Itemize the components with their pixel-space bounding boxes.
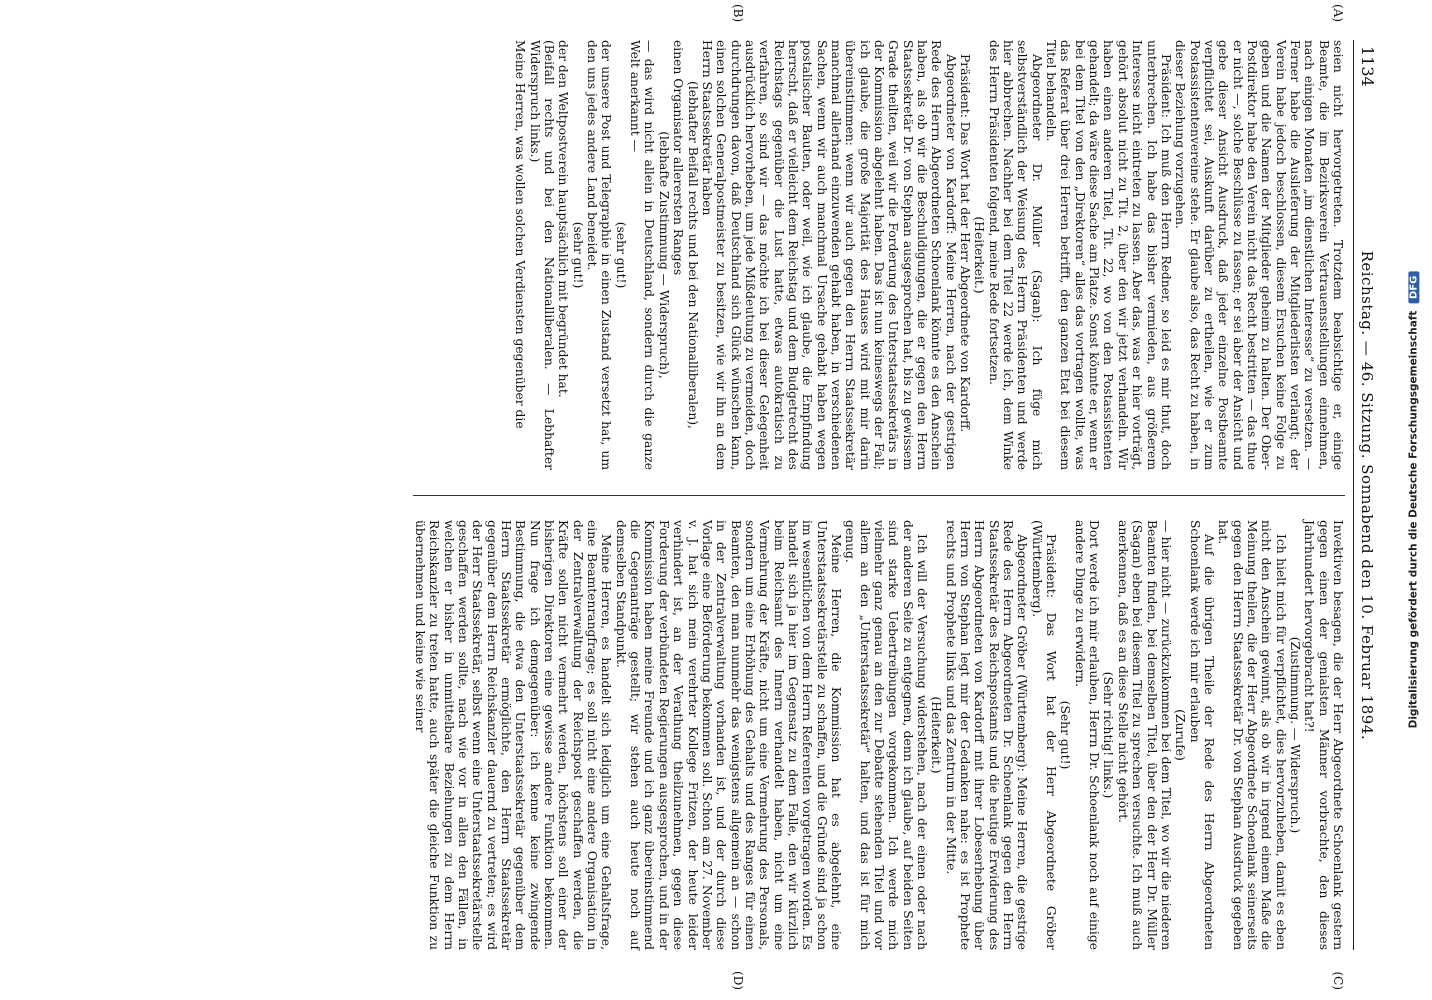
- page-header: [1353, 40, 1377, 950]
- paragraph: Meine Herren, was wollen solchen Verdiensten gegenüber die: [513, 40, 528, 429]
- interjection: (Zustimmung. — Widerspruch.): [1287, 636, 1302, 834]
- running-title: Reichstag. — 46. Sitzung. Sonnabend den 10. Februar 1894.: [1358, 250, 1376, 741]
- page-number: 1134: [1358, 46, 1377, 87]
- paragraph: Ich will der Versuchung widerstehen, nach der einen oder nach der anderen Seite zu entgegnen, denn ich glaube, auf beiden Seiten sind starke Uebertreibungen vorgekommen. Ich werde mich vielmehr ganz genau an den zur Debatte stehenden Titel und vor allem an den „Unterstaatssekretär“ halten, und das ist für mich genug.: [843, 520, 930, 950]
- paragraph: seien nicht hervorgetreten. Trotzdem beabsichtige er, einige Beamte, die im Bezirksverein Vertrauensstellungen einnehmen, nach einigen Monaten „im dienstlichen Interesse“ zu versetzen. — Ferner habe die Auslieferung der Mitgliederlisten verlangt; der Verein habe jedoch beschlossen, diesem Ersuchen keine Folge zu geben und die Namen der Mitglieder geheim zu halten. Der Ober-Postdirektor habe den Verein nicht das Recht bestritten — das thue er nicht —, solche Beschlüsse zu fassen; er sei aber der Ansicht und gebe dieser Ansicht Ausdruck, daß jeder einzelne Postbeamte verpflichtet sei, Auskunft darüber zu ertheilen, wie er zum Postassistentenvereine stehe. Er glaube also, das Recht zu haben, in dieser Beziehung vorzugehen.: [1173, 40, 1345, 470]
- paragraph: — hier nicht — zurückzukommen bei dem Titel, wo wir die niederen Beamten finden, bei demselben Titel, über den der Herr Dr. Müller (Sagan) eben bei diesem Titel zu sprechen versuchte. Ich muß auch anerkennen, daß es an diese Stelle nicht gehört.: [1115, 520, 1173, 950]
- paragraph: Präsident: Das Wort hat der Herr Abgeordnete Gröber (Württemberg).: [1029, 520, 1059, 950]
- digitization-credit: [1398, 6, 1428, 994]
- text-columns: [413, 4, 1345, 990]
- document-page: [55, 0, 1395, 1000]
- interjection: (sehr gut!): [613, 221, 628, 289]
- paragraph: Meine Herren, die Kommission hat es abgelehnt, eine Unterstaatssekretärstelle zu schaffen, und die Gründe sind ja schon im wesentlichen von dem Herrn Referenten vorgetragen worden. Es handelt sich ja hier im Gegensatz zu dem Falle, den wir kürzlich beim Reichsamt des Innern verhandelt haben, nicht um eine Vermehrung der Kräfte, nicht um eine Vermehrung des Personals, sondern um eine Erhöhung des Gehalts und des Ranges für einen Beamten, den man nunmehr das wenigstens allgemein an — schon in der Zentralverwaltung vorhanden ist, und der durch diese Vorlage eine Beförderung bekommen soll. Schon am 27. November v. J. hat sich mein verehrter Kollege Fritzen, der heute leider verhindert ist, an der Verathung theilzunehmen, gegen diese Forderung der verbündeten Regierungen ausgesprochen, und in der Kommission haben meine Freunde und ich ganz übereinstimmend die Gegenanträge gestellt; wir stehen auch heute noch auf demselben Standpunkt.: [613, 520, 843, 950]
- right-column: [413, 520, 1345, 950]
- interjection: (Heiterkeit.): [929, 696, 944, 774]
- interjection: (Beifall rechts und bei den Nationalliberalen. — Lebhafter Widerspruch links.): [527, 40, 557, 470]
- interjection: (sehr gut!): [570, 221, 585, 289]
- paragraph: Auf die übrigen Theile der Rede des Herrn Abgeordneten Schoenlank werde ich mir erlauben: [1187, 520, 1216, 950]
- margin-mark-d: (D): [731, 971, 745, 990]
- paragraph: Ich hielt mich für verpflichtet, dies hervorzuheben, damit es eben nicht den Anschein gewinnt, als ob wir in irgend einem Maße die Meinung theilen, die der Herr Abgeordnete Schoenlank seinerseits gegen den Herrn Staatssekretär Dr. von Stephan Ausdruck gegeben hat.: [1216, 520, 1288, 950]
- paragraph: Dort werde ich mir erlauben, Herrn Dr. Schoenlank noch auf einige andere Dinge zu erwidern.: [1072, 520, 1102, 950]
- margin-mark-a: (A): [1331, 4, 1345, 23]
- interjection: (Heiterkeit.): [972, 216, 987, 294]
- left-column: [413, 40, 1345, 470]
- interjection: (Sehr richtig! links.): [1101, 671, 1116, 799]
- margin-mark-c: (C): [1331, 971, 1345, 990]
- paragraph: Abgeordneter Gröber (Württemberg): Meine Herren, die gestrige Rede des Herrn Abgeordneten Dr. Schoenlank gegen den Herrn Staatssekretär des Reichspostamts und die heutige Erwiderung des Herrn Abgeordneten von Kardorff mit ihrer Lobeserhebung über Herrn von Stephan legt mir der Gedanken nahe: es ist Prophete rechts und Prophete links und das Zentrum in der Mitte.: [943, 520, 1030, 950]
- interjection: (lebhafte Zustimmung — Widerspruch),: [656, 131, 671, 379]
- paragraph: Abgeordneter Dr. Müller (Sagan): Ich füge mich selbstverständlich der Weisung des Herrn Präsidenten und werde hier abbrechen. Nachher bei dem Titel 22 werde ich, dem Winke des Herrn Präsidenten folgend, meine Rede fortsetzen.: [986, 40, 1044, 470]
- paragraph: Invektiven besagen, die der Herr Abgeordnete Schoenlank gestern gegen einen der genialsten Männer vorbrachte, den dieses Jahrhundert hervorgebracht hat?!: [1302, 520, 1345, 950]
- paragraph: Abgeordneter von Kardorff: Meine Herren, nach der gestrigen Rede des Herrn Abgeordneten Schoenlank könnte es den Anschein haben, als ob wir die Beschuldigungen, die er gegen den Herrn Staatssekretär Dr. von Stephan ausgesprochen hat, bis zu gewissem Grade theilten, weil wir die Forderung des Unterstaatssekretärs in der Kommission abgelehnt haben. Das ist nun keineswegs der Fall; ich glaube, die große Majorität des Hauses wird mit mir darin übereinstimmen: wenn wir auch gegen den Herrn Staatssekretär manchmal allerhand einzuwenden gehabt haben, in verschiedenen Sachen, wenn wir auch manchmal Ursache gehabt haben wegen postalischer Bauten, oder weil, wie ich glaube, die Empfindung herrscht, daß er vielleicht dem Reichstag und dem Budgetrecht des Reichstags gegenüber die Lust hatte, etwas autokratisch zu verfahren, so sind wir — das möchte ich bei dieser Gelegenheit ausdrücklich hervorheben, um jede Mißdeutung zu vermeiden, doch durchdrungen davon, daß Deutschland sich Glück wünschen kann, einen solchen Generalpostmeister zu besitzen, wie wir ihn an dem Herrn Staatssekretär haben: [699, 40, 958, 470]
- dfg-logo: DFG: [1408, 272, 1419, 303]
- interjection: (lebhafter Beifall rechts und bei den Nationalliberalen),: [685, 81, 700, 429]
- paragraph: der unsere Post und Telegraphie in einen Zustand versetzt hat, um den uns jedes andere Land beneidet.: [585, 40, 614, 470]
- paragraph: Präsident: Das Wort hat der Herr Abgeordnete von Kardorff.: [958, 54, 973, 433]
- interjection: (Sehr gut!): [1058, 700, 1073, 770]
- paragraph: einen Organisator allerersten Ranges: [671, 40, 686, 276]
- margin-mark-b: (B): [731, 4, 745, 23]
- credit-text: Digitalisierung gefördert durch die Deutsche Forschungsgemeinschaft: [1407, 310, 1420, 729]
- paragraph: der den Weltpostverein hauptsächlich mit begründet hat.: [556, 40, 571, 398]
- column-divider: [413, 495, 1345, 496]
- paragraph: — das wird nicht allein in Deutschland, sondern durch die ganze Welt anerkannt —: [628, 40, 657, 470]
- paragraph: Meine Herren, es handelt sich lediglich um eine Gehaltsfrage, eine Beamtenrangfrage; es soll nicht eine andere Organisation in der Zentralverwaltung der Reichspost geschaffen werden, die Kräfte sollen nicht vermehrt werden, höchstens soll einer der bisherigen Direktoren eine gewisse andere Funktion bekommen. Nun frage ich demgegenüber: ich kenne keine zwingende Bestimmung, die etwa den Unterstaatssekretär gegenüber dem Herrn Staatssekretär ermöglichte, den Herrn Staatssekretär gegenüber dem Herrn Reichskanzler dauernd zu vertreten; es wird der Herr Staatssekretär, selbst wenn eine Unterstaatssekretärstelle geschaffen werden sollte, nach wie vor in allen den Fällen, in welchen er bisher in unmittelbare Beziehungen zu dem Herrn Reichskanzler zu treten hatte, auch später die gleiche Funktion zu übernehmen und keine wie seiner: [413, 520, 614, 950]
- interjection: (Zurufe): [1173, 709, 1188, 761]
- paragraph: Präsident: Ich muß den Herrn Redner, so leid es mir thut, doch unterbrechen. Ich habe das bisher vermieden, aus größerem Interesse nicht eintreten zu lassen. Aber das, was er hier vorträgt, gehört absolut nicht zu Tit. 2, über den wir jetzt verhandeln. Wir haben einen anderen Titel, Tit. 22, wo von den Postassistenten gehandelt; da wäre diese Sache am Platze. Sonst könnte er, wenn er bei dem Titel von den „Direktoren“ alles das vortragen wollte, was das Referat über drei Herren betrifft, den ganzen Etat bei diesem Titel behandeln.: [1044, 40, 1173, 470]
